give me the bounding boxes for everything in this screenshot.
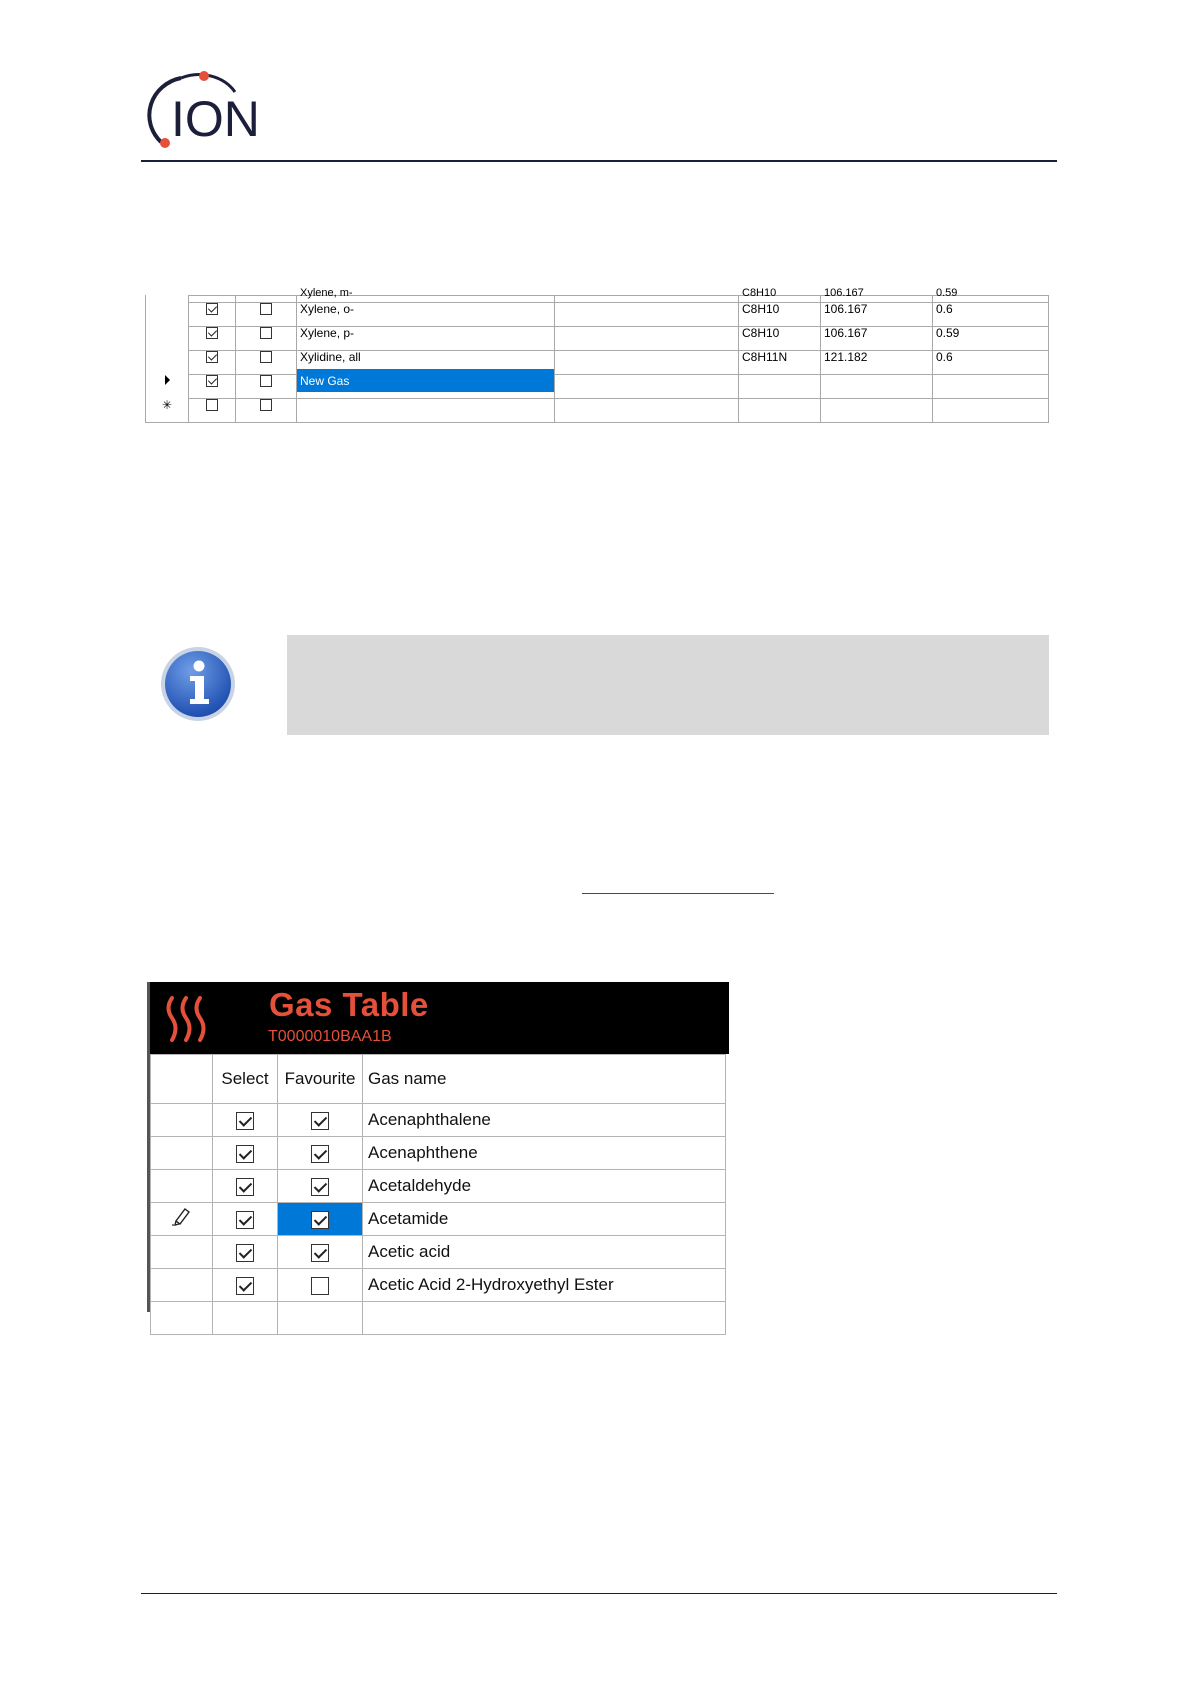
select-checkbox[interactable] [236, 1277, 254, 1295]
instrument-serial: T0000010BAA1B [268, 1028, 392, 1045]
table-row[interactable] [151, 1137, 726, 1170]
molecular-weight-cell[interactable] [821, 393, 933, 417]
gas-table-window [147, 982, 729, 1312]
molecular-weight-cell[interactable]: 106.167 [821, 297, 933, 321]
gas-name-cell[interactable]: Acetic Acid 2-Hydroxyethyl Ester [363, 1269, 726, 1302]
row-header[interactable] [151, 1203, 213, 1236]
correction-factor-cell: 0.59 [933, 290, 1049, 297]
gas-table-column-headers [151, 1055, 726, 1104]
favourite-checkbox[interactable] [260, 351, 272, 363]
gas-name-cell[interactable]: Xylene, o- [297, 297, 555, 321]
row-header[interactable] [151, 1236, 213, 1269]
row-header[interactable] [146, 321, 189, 345]
hyperlink[interactable] [582, 873, 774, 894]
column-header-select[interactable]: Select [213, 1055, 278, 1104]
gas-table-grid [150, 1054, 726, 1335]
row-header[interactable] [151, 1170, 213, 1203]
select-checkbox[interactable] [206, 375, 218, 387]
molecular-weight-cell[interactable] [821, 369, 933, 393]
molecular-weight-cell[interactable]: 106.167 [821, 321, 933, 345]
formula-cell[interactable]: C8H10 [739, 321, 821, 345]
correction-factor-cell[interactable]: 0.6 [933, 297, 1049, 321]
formula-cell[interactable] [739, 369, 821, 393]
alias-cell[interactable] [555, 369, 739, 393]
select-checkbox[interactable] [206, 399, 218, 411]
gas-name-cell[interactable]: Acenaphthene [363, 1137, 726, 1170]
partial-row [146, 290, 1049, 297]
favourite-checkbox[interactable] [260, 399, 272, 411]
edit-pencil-icon [171, 1207, 193, 1227]
gas-name-cell[interactable]: Acetaldehyde [363, 1170, 726, 1203]
formula-cell: C8H10 [739, 290, 821, 297]
correction-factor-cell[interactable]: 0.6 [933, 345, 1049, 369]
footer-divider [141, 1593, 1057, 1594]
favourite-checkbox[interactable] [311, 1178, 329, 1196]
select-checkbox[interactable] [236, 1112, 254, 1130]
table-row[interactable] [151, 1170, 726, 1203]
gas-table-header [150, 982, 729, 1054]
select-checkbox[interactable] [236, 1145, 254, 1163]
row-header[interactable] [151, 1269, 213, 1302]
select-checkbox[interactable] [206, 303, 218, 315]
column-header-favourite[interactable]: Favourite [278, 1055, 363, 1104]
row-header[interactable] [151, 1104, 213, 1137]
alias-cell[interactable] [555, 321, 739, 345]
heat-icon [162, 994, 214, 1044]
current-row-arrow-icon [165, 375, 170, 385]
formula-cell[interactable] [739, 393, 821, 417]
formula-cell[interactable]: C8H10 [739, 297, 821, 321]
favourite-checkbox[interactable] [260, 327, 272, 339]
new-row-asterisk-icon: ✳ [161, 397, 173, 412]
table-row[interactable] [151, 1203, 726, 1236]
header-divider [141, 160, 1057, 162]
table-row[interactable] [146, 297, 1049, 321]
correction-factor-cell[interactable]: 0.59 [933, 321, 1049, 345]
gas-name-cell[interactable]: Acetamide [363, 1203, 726, 1236]
table-row[interactable] [146, 321, 1049, 345]
row-header[interactable] [151, 1137, 213, 1170]
correction-factor-cell[interactable] [933, 393, 1049, 417]
select-checkbox[interactable] [236, 1244, 254, 1262]
select-checkbox[interactable] [236, 1211, 254, 1229]
gas-name-cell[interactable]: Xylidine, all [297, 345, 555, 369]
row-header[interactable] [146, 345, 189, 369]
favourite-checkbox[interactable] [311, 1112, 329, 1130]
row-header[interactable] [146, 297, 189, 321]
gas-name-cell[interactable]: Xylene, p- [297, 321, 555, 345]
alias-cell[interactable] [555, 345, 739, 369]
alias-cell[interactable] [555, 297, 739, 321]
gas-name-cell[interactable]: New Gas [297, 369, 555, 393]
row-header[interactable] [146, 393, 189, 417]
table-row[interactable] [151, 1104, 726, 1137]
favourite-checkbox[interactable] [311, 1277, 329, 1295]
correction-factor-cell[interactable] [933, 369, 1049, 393]
gas-list-grid [145, 287, 1052, 427]
molecular-weight-cell: 106.167 [821, 290, 933, 297]
ion-logo [143, 70, 263, 152]
favourite-checkbox[interactable] [260, 303, 272, 315]
gas-name-cell: Xylene, m- [297, 290, 555, 297]
molecular-weight-cell[interactable]: 121.182 [821, 345, 933, 369]
select-checkbox[interactable] [206, 327, 218, 339]
row-header[interactable] [146, 369, 189, 393]
favourite-checkbox[interactable] [311, 1145, 329, 1163]
favourite-checkbox[interactable] [311, 1244, 329, 1262]
gas-table-title: Gas Table [269, 986, 429, 1023]
gas-name-cell[interactable]: Acenaphthalene [363, 1104, 726, 1137]
gas-name-cell[interactable]: Acetic acid [363, 1236, 726, 1269]
table-row[interactable] [151, 1236, 726, 1269]
favourite-checkbox[interactable] [311, 1211, 329, 1229]
alias-cell[interactable] [555, 393, 739, 417]
logo-text: ION [171, 91, 260, 147]
gas-name-cell[interactable] [297, 393, 555, 417]
favourite-checkbox[interactable] [260, 375, 272, 387]
table-row[interactable] [146, 393, 1049, 417]
table-row [151, 1302, 726, 1335]
table-row[interactable] [151, 1269, 726, 1302]
select-checkbox[interactable] [236, 1178, 254, 1196]
info-icon [159, 645, 237, 723]
gas-list-table [145, 287, 1049, 423]
formula-cell[interactable]: C8H11N [739, 345, 821, 369]
select-checkbox[interactable] [206, 351, 218, 363]
note-box [287, 635, 1049, 735]
table-row[interactable] [146, 345, 1049, 369]
table-row[interactable] [146, 369, 1049, 393]
column-header-gas-name[interactable]: Gas name [363, 1055, 726, 1104]
